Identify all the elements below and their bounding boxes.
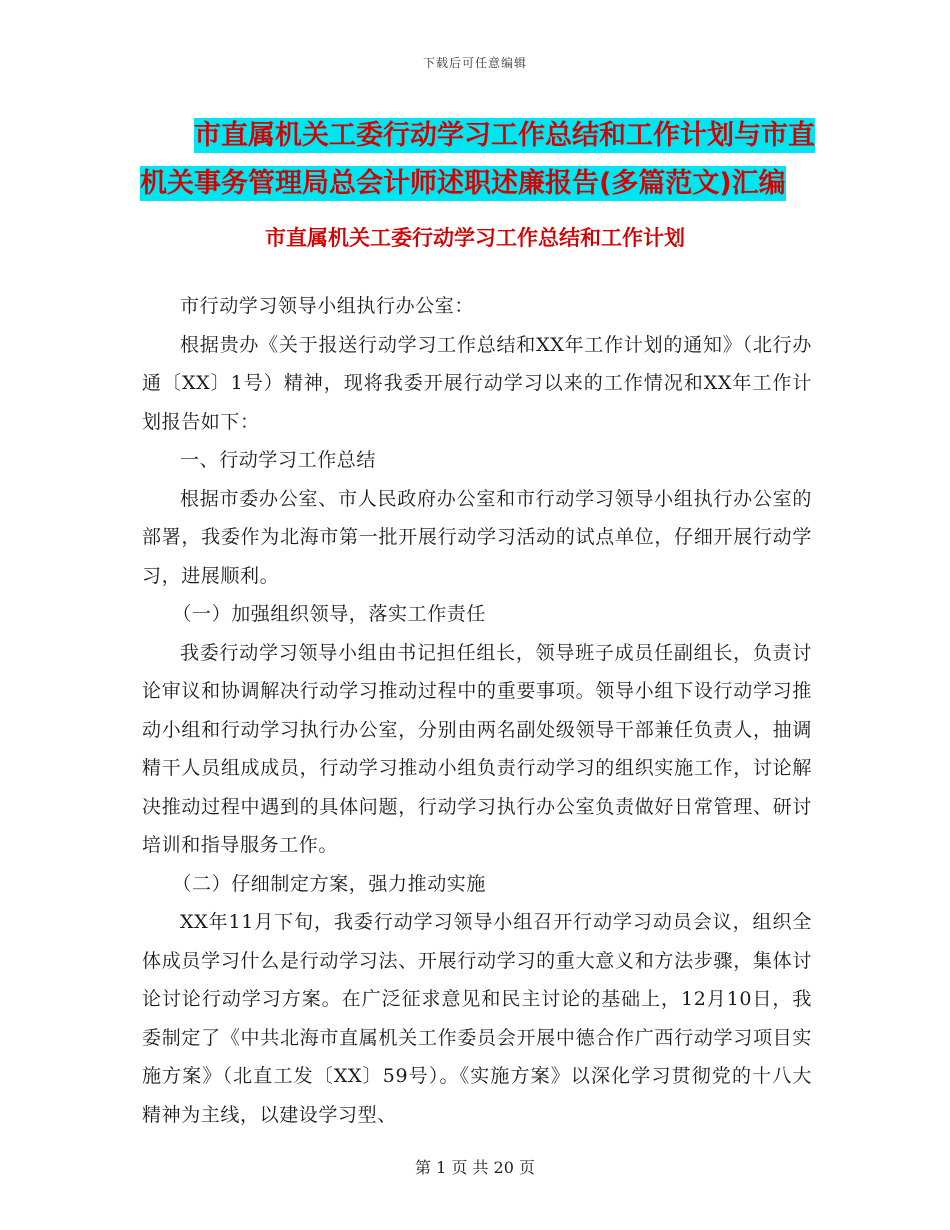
subheading-two: （二）仔细制定方案，强力推动实施 [172, 872, 486, 895]
paragraph-organization: 我委行动学习领导小组由书记担任组长，领导班子成员任副组长，负责讨论审议和协调解决行动学习推动过程中的重要事项。领导小组下设行动学习推动小组和行动学习执行办公室，分别由两名副处级领导干部兼任负责人，抽调精干人员组成成员，行动学习推动小组负责行动学习的组织实施工作，讨论解决推动过程中遇到的具体问题，行动学习执行办公室负责做好日常管理、研讨培训和指导服务工作。 [142, 641, 812, 856]
paragraph-salutation: 市行动学习领导小组执行办公室： [180, 295, 475, 317]
subheading-one: （一）加强组织领导，落实工作责任 [172, 603, 486, 625]
page-footer: 第 1 页 共 20 页 [415, 1158, 535, 1177]
paragraph-plan: XX年11月下旬，我委行动学习领导小组召开行动学习动员会议，组织全体成员学习什么是行动学习法、开展行动学习的重大意义和方法步骤，集体讨论讨论行动学习方案。在广泛征求意见和民主讨论的基础上，12月10日，我委制定了《中共北海市直属机关工作委员会开展中德合作广西行动学习项目实施方案》（北直工发〔XX〕59号）。《实施方案》以深化学习贯彻党的十八大精神为主线，以建设学习型、 [142, 911, 812, 1126]
main-title-line-1: 市直属机关工委行动学习工作总结和工作计划与市直 [194, 120, 815, 151]
main-title [140, 112, 820, 208]
main-title-line-2: 机关事务管理局总会计师述职述廉报告(多篇范文)汇编 [140, 168, 786, 199]
heading-part-one: 一、行动学习工作总结 [180, 449, 377, 471]
section-title: 市直属机关工委行动学习工作总结和工作计划 [265, 226, 685, 250]
document-body [142, 287, 812, 1134]
paragraph-intro: 根据贵办《关于报送行动学习工作总结和XX年工作计划的通知》（北行办通〔XX〕1号）精神，现将我委开展行动学习以来的工作情况和XX年工作计划报告如下： [142, 333, 812, 433]
paragraph-overview: 根据市委办公室、市人民政府办公室和市行动学习领导小组执行办公室的部署，我委作为北海市第一批开展行动学习活动的试点单位，仔细开展行动学习，进展顺利。 [142, 487, 812, 587]
header-note: 下载后可任意编辑 [422, 56, 527, 70]
